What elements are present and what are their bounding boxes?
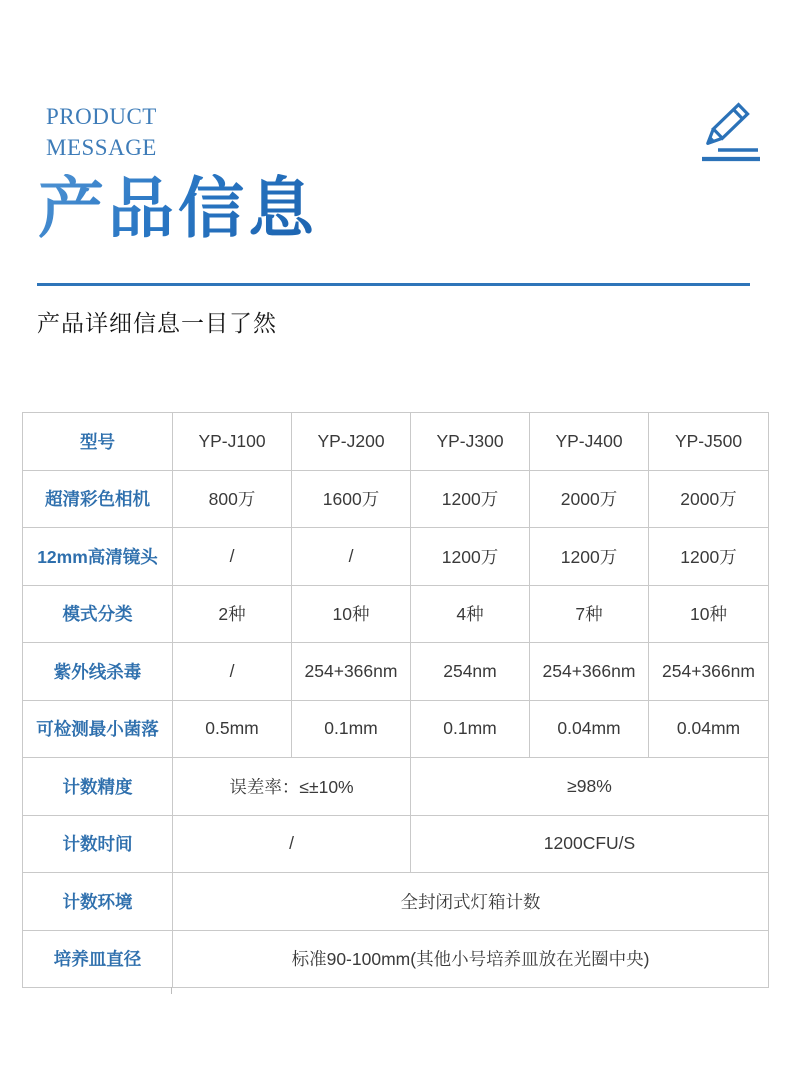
spec-cell: 4种 [411, 585, 530, 643]
spec-row [23, 470, 769, 528]
spec-row [23, 528, 769, 586]
spec-row-label: 紫外线杀毒 [23, 643, 173, 701]
spec-table [22, 412, 769, 988]
spec-cell: 1200CFU/S [411, 815, 769, 873]
spec-cell: ≥98% [411, 758, 769, 816]
spec-cell: 2000万 [530, 470, 649, 528]
spec-cell: 2种 [173, 585, 292, 643]
eyebrow-line-2: MESSAGE [46, 135, 157, 160]
spec-cell: 254nm [411, 643, 530, 701]
eyebrow-text [46, 101, 157, 163]
spec-cell: 1200万 [530, 528, 649, 586]
spec-row-label: 模式分类 [23, 585, 173, 643]
spec-cell: / [173, 815, 411, 873]
spec-row-label: 12mm高清镜头 [23, 528, 173, 586]
spec-row-label: 型号 [23, 413, 173, 471]
spec-row [23, 758, 769, 816]
spec-row-label: 培养皿直径 [23, 930, 173, 988]
spec-cell: 10种 [649, 585, 769, 643]
spec-cell: 误差率：≤±10% [173, 758, 411, 816]
spec-row-label: 超清彩色相机 [23, 470, 173, 528]
spec-cell: / [292, 528, 411, 586]
spec-row [23, 815, 769, 873]
spec-row [23, 873, 769, 931]
spec-cell: 全封闭式灯箱计数 [173, 873, 769, 931]
spec-row [23, 700, 769, 758]
spec-cell: 254+366nm [292, 643, 411, 701]
spec-cell: YP-J100 [173, 413, 292, 471]
spec-cell: YP-J500 [649, 413, 769, 471]
spec-cell: 254+366nm [530, 643, 649, 701]
spec-cell: 1200万 [649, 528, 769, 586]
spec-cell: 0.04mm [649, 700, 769, 758]
spec-cell: 800万 [173, 470, 292, 528]
pencil-edit-icon [692, 100, 766, 168]
spec-cell: 2000万 [649, 470, 769, 528]
page-subtitle: 产品详细信息一目了然 [37, 311, 277, 336]
spec-cell: 0.5mm [173, 700, 292, 758]
spec-cell: 1200万 [411, 470, 530, 528]
spec-cell: 254+366nm [649, 643, 769, 701]
spec-cell: 7种 [530, 585, 649, 643]
spec-row-label: 可检测最小菌落 [23, 700, 173, 758]
spec-cell: YP-J200 [292, 413, 411, 471]
spec-cell: 0.04mm [530, 700, 649, 758]
spec-row [23, 930, 769, 988]
spec-row-label: 计数环境 [23, 873, 173, 931]
eyebrow-line-1: PRODUCT [46, 104, 157, 129]
spec-cell: YP-J300 [411, 413, 530, 471]
page-title: 产品信息 [38, 171, 318, 245]
spec-cell: 标准90-100mm(其他小号培养皿放在光圈中央) [173, 930, 769, 988]
spec-cell: 1200万 [411, 528, 530, 586]
spec-cell: 0.1mm [411, 700, 530, 758]
spec-cell: / [173, 643, 292, 701]
spec-cell: 1600万 [292, 470, 411, 528]
spec-cell: 0.1mm [292, 700, 411, 758]
title-divider [37, 283, 750, 286]
spec-cell: YP-J400 [530, 413, 649, 471]
spec-row [23, 585, 769, 643]
spec-row [23, 643, 769, 701]
spec-cell: 10种 [292, 585, 411, 643]
spec-cell: / [173, 528, 292, 586]
spec-row-label: 计数精度 [23, 758, 173, 816]
table-border-artifact [171, 987, 172, 994]
spec-row [23, 413, 769, 471]
spec-row-label: 计数时间 [23, 815, 173, 873]
